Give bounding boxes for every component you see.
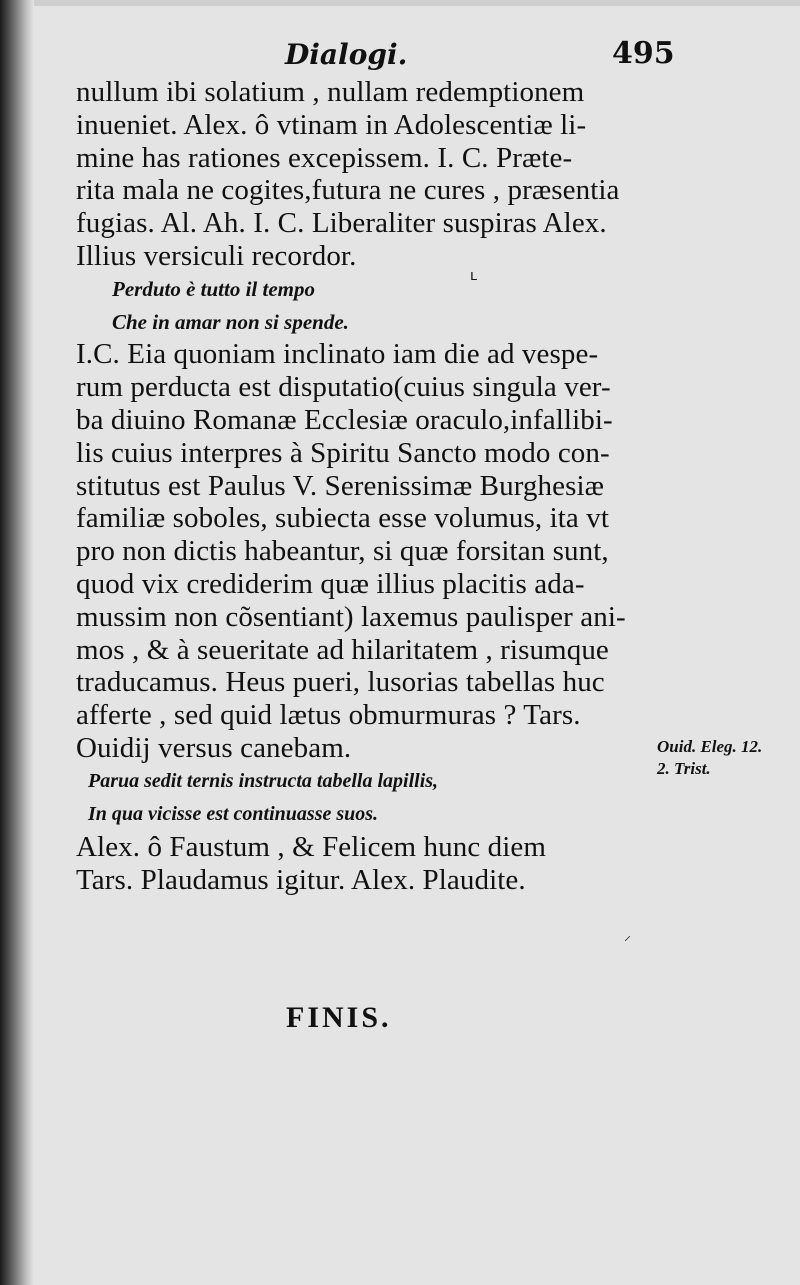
text-line: traducamus. Heus pueri, lusorias tabellas huc [76, 666, 605, 699]
ink-mark: ⸝ [624, 928, 631, 944]
text-line: ba diuino Romanæ Ecclesiæ oraculo,infallibi- [76, 403, 613, 436]
verse-line: In qua vicisse est continuasse suos. [88, 802, 379, 825]
verse-line: Che in amar non si spende. [112, 309, 349, 334]
text-line: stitutus est Paulus V. Serenissimæ Burghesiæ [76, 469, 605, 502]
text-line: Tars. Plaudamus igitur. Alex. Plaudite. [76, 863, 526, 896]
text-line: Alex. ô Faustum , & Felicem hunc diem [76, 830, 547, 863]
running-title: Dialogi. [285, 38, 408, 71]
marginal-note [657, 736, 797, 780]
text-line: nullum ibi solatium , nullam redemptionem [76, 76, 585, 108]
binding-gutter [0, 0, 34, 1285]
text-line: rita mala ne cogites,futura ne cures , præsentia [76, 174, 620, 207]
text-line: Ouidij versus canebam. [76, 731, 352, 764]
text-line: Illius versiculi recordor. [76, 239, 357, 272]
marginal-note-line: Ouid. Eleg. 12. [657, 737, 763, 756]
text-line: familiæ soboles, subiecta esse volumus, ita vt [76, 502, 609, 535]
text-line: fugias. Al. Ah. I. C. Liberaliter suspiras Alex. [76, 207, 607, 240]
verse-line: Parua sedit ternis instructa tabella lapillis, [88, 769, 439, 792]
page-header [0, 38, 800, 78]
text-line: afferte , sed quid lætus obmurmuras ? Tars. [76, 699, 581, 732]
page-number: 495 [612, 36, 675, 71]
text-line: rum perducta est disputatio(cuius singula ver- [76, 371, 611, 404]
ink-mark: ʟ [470, 268, 478, 284]
text-line: pro non dictis habeantur, si quæ forsitan sunt, [76, 535, 609, 568]
text-line: mos , & à seueritate ad hilaritatem , risumque [76, 633, 609, 666]
text-line: quod vix crediderim quæ illius placitis ada- [76, 567, 585, 600]
main-text-block [76, 76, 686, 896]
verse-line: Perduto è tutto il tempo [112, 276, 315, 301]
text-line: mussim non cõsentiant) laxemus paulisper ani- [76, 600, 626, 633]
marginal-note-line: 2. Trist. [657, 759, 711, 778]
text-line: inueniet. Alex. ô vtinam in Adolescentiæ li- [76, 108, 587, 141]
text-line: lis cuius interpres à Spiritu Sancto modo con- [76, 436, 610, 469]
page-top-edge [34, 0, 800, 6]
text-line: I.C. Eia quoniam inclinato iam die ad vespe- [76, 338, 599, 371]
finis-heading: FINIS. [286, 1001, 392, 1034]
text-line: mine has rationes excepissem. I. C. Præte- [76, 141, 573, 174]
